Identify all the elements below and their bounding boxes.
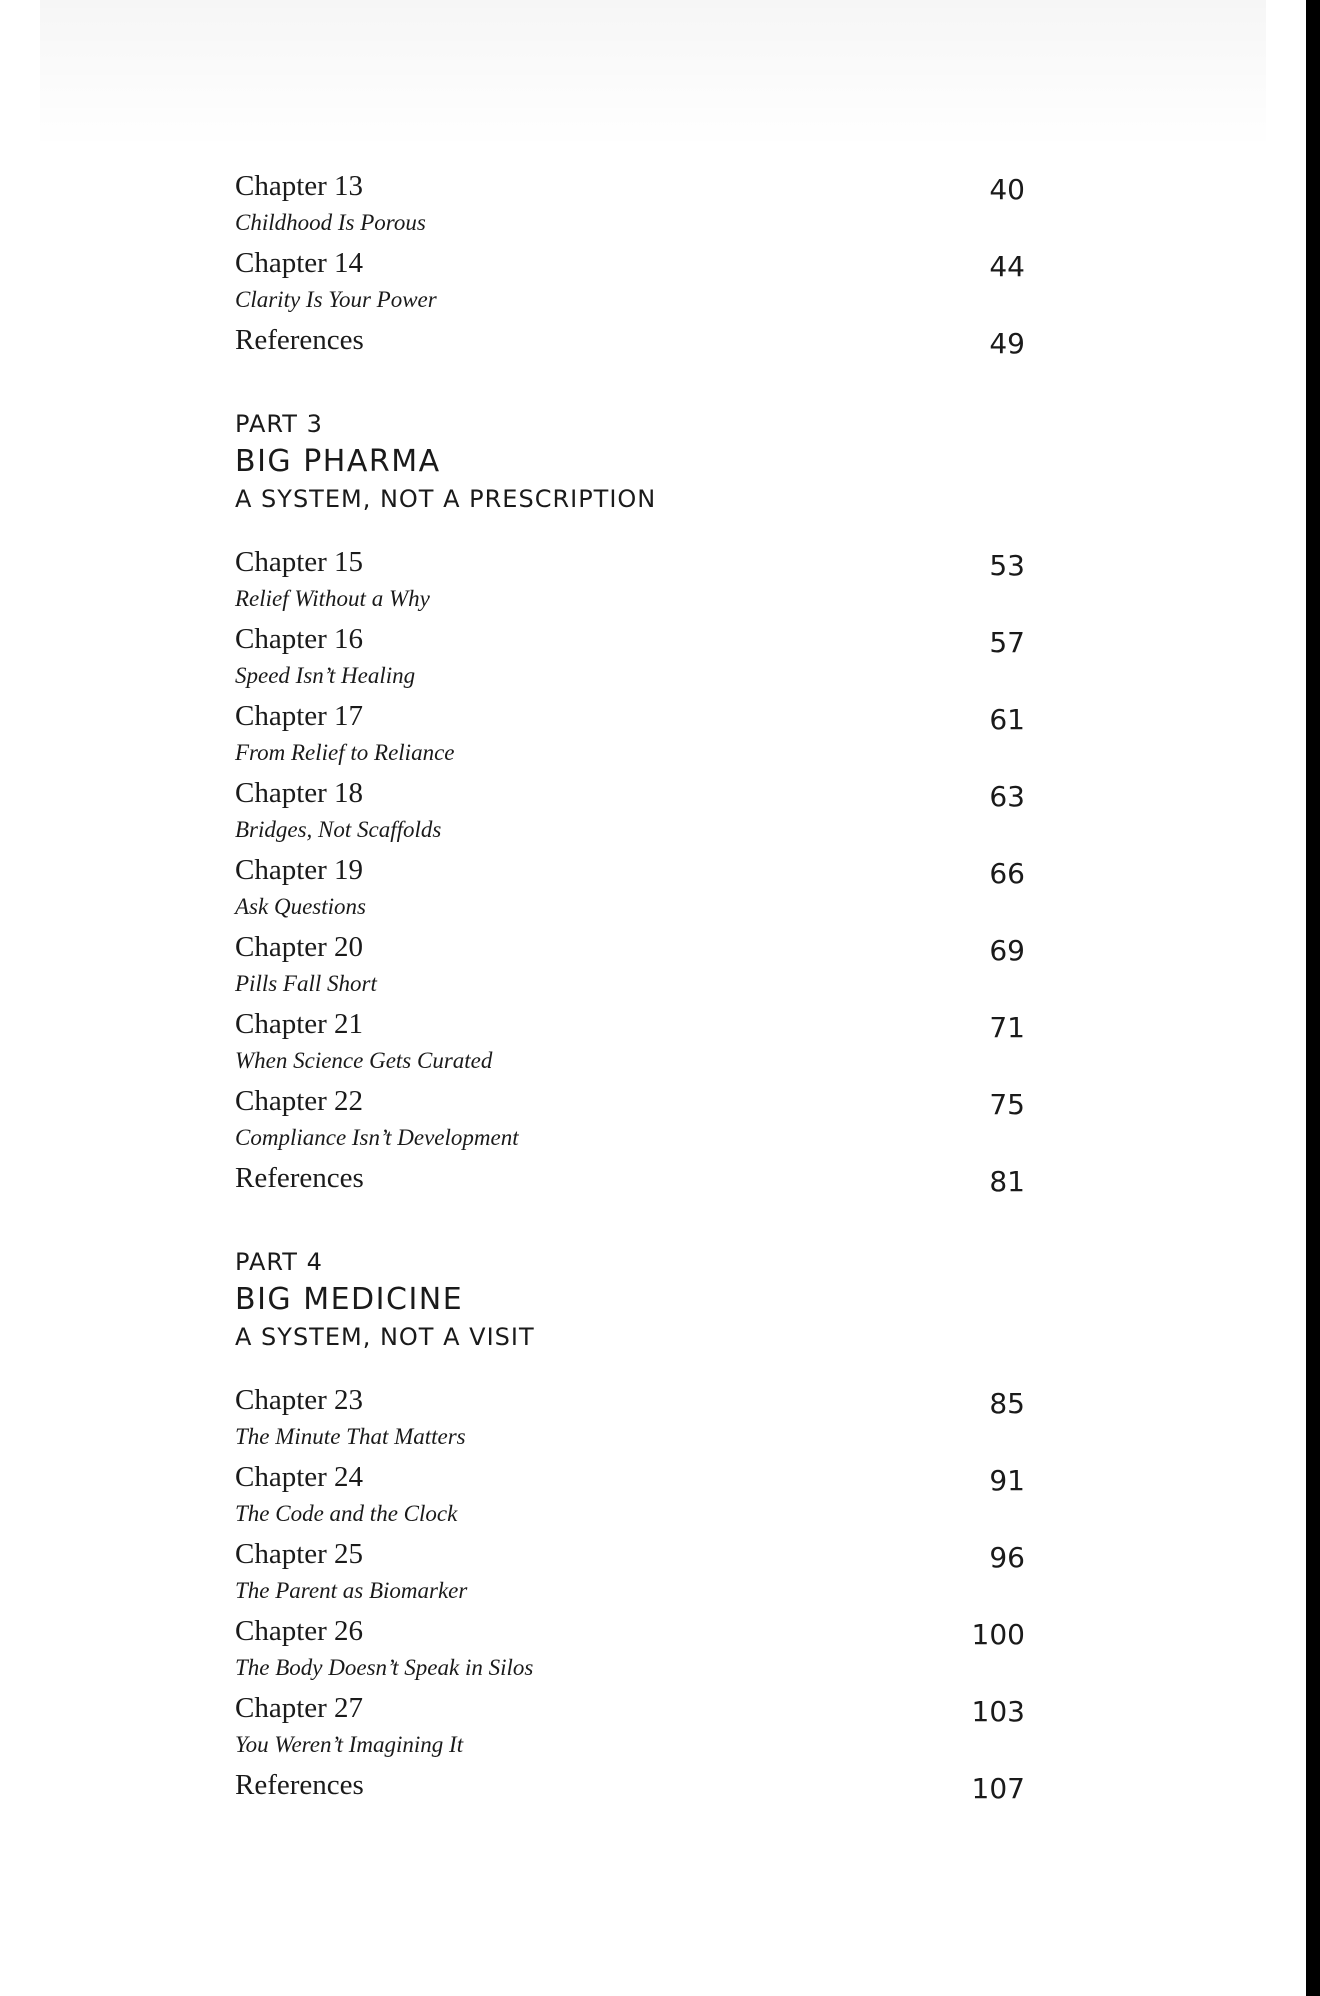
chapter-title: Chapter 23: [235, 1384, 364, 1416]
page-number: 85: [989, 1387, 1025, 1420]
references-title: References: [235, 1769, 364, 1801]
chapter-subtitle: Speed Isn’t Healing: [235, 663, 416, 688]
toc-entry-chapter-18[interactable]: [235, 772, 1025, 849]
chapter-subtitle: The Parent as Biomarker: [235, 1578, 468, 1603]
chapter-subtitle: When Science Gets Curated: [235, 1048, 493, 1073]
toc-entry-chapter-15[interactable]: [235, 541, 1025, 618]
toc-entry-references-part-3[interactable]: [235, 1157, 1025, 1213]
chapter-title: Chapter 17: [235, 700, 364, 732]
viewer-right-edge: [1306, 0, 1320, 1996]
chapter-subtitle: Bridges, Not Scaffolds: [235, 817, 442, 842]
page-number: 40: [989, 173, 1025, 206]
part-title: BIG PHARMA: [235, 444, 441, 479]
page-number: 96: [989, 1541, 1025, 1574]
chapter-title: Chapter 15: [235, 546, 364, 578]
toc-entry-chapter-27[interactable]: [235, 1687, 1025, 1764]
toc-entry-chapter-22[interactable]: [235, 1080, 1025, 1157]
chapter-title: Chapter 26: [235, 1615, 364, 1647]
table-of-contents: [235, 165, 1025, 1820]
chapter-title: Chapter 20: [235, 931, 364, 963]
chapter-title: Chapter 13: [235, 170, 364, 202]
chapter-title: Chapter 19: [235, 854, 364, 886]
toc-entry-chapter-19[interactable]: [235, 849, 1025, 926]
part-subtitle: A SYSTEM, NOT A PRESCRIPTION: [235, 485, 657, 513]
page-number: 81: [989, 1165, 1025, 1198]
references-title: References: [235, 1162, 364, 1194]
page-number: 57: [989, 626, 1025, 659]
page-number: 53: [989, 549, 1025, 582]
page-number: 103: [971, 1695, 1025, 1728]
chapter-subtitle: Relief Without a Why: [235, 586, 430, 611]
page-number: 63: [989, 780, 1025, 813]
chapter-title: Chapter 14: [235, 247, 364, 279]
page-number: 69: [989, 934, 1025, 967]
page-number: 71: [989, 1011, 1025, 1044]
toc-entry-chapter-20[interactable]: [235, 926, 1025, 1003]
chapter-title: Chapter 22: [235, 1085, 364, 1117]
toc-entry-references-part-4[interactable]: [235, 1764, 1025, 1820]
part-subtitle: A SYSTEM, NOT A VISIT: [235, 1323, 535, 1351]
chapter-subtitle: The Minute That Matters: [235, 1424, 466, 1449]
part-title: BIG MEDICINE: [235, 1282, 464, 1317]
page-number: 49: [989, 327, 1025, 360]
page-top-shadow: [40, 0, 1266, 150]
chapter-title: Chapter 16: [235, 623, 364, 655]
part-3-header: [235, 375, 1025, 541]
chapter-subtitle: The Code and the Clock: [235, 1501, 458, 1526]
toc-entry-chapter-23[interactable]: [235, 1379, 1025, 1456]
toc-entry-chapter-25[interactable]: [235, 1533, 1025, 1610]
page-number: 75: [989, 1088, 1025, 1121]
toc-entry-chapter-17[interactable]: [235, 695, 1025, 772]
chapter-subtitle: Ask Questions: [235, 894, 366, 919]
toc-entry-chapter-26[interactable]: [235, 1610, 1025, 1687]
chapter-title: Chapter 21: [235, 1008, 364, 1040]
chapter-subtitle: Compliance Isn’t Development: [235, 1125, 519, 1150]
toc-entry-chapter-16[interactable]: [235, 618, 1025, 695]
chapter-title: Chapter 24: [235, 1461, 364, 1493]
page-number: 91: [989, 1464, 1025, 1497]
chapter-subtitle: The Body Doesn’t Speak in Silos: [235, 1655, 534, 1680]
toc-entry-chapter-13[interactable]: [235, 165, 1025, 242]
toc-entry-chapter-21[interactable]: [235, 1003, 1025, 1080]
page-number: 44: [989, 250, 1025, 283]
chapter-subtitle: Childhood Is Porous: [235, 210, 426, 235]
chapter-title: Chapter 25: [235, 1538, 364, 1570]
chapter-title: Chapter 18: [235, 777, 364, 809]
part-label: PART 3: [235, 410, 323, 438]
toc-entry-references-part-2[interactable]: [235, 319, 1025, 375]
toc-entry-chapter-14[interactable]: [235, 242, 1025, 319]
part-4-header: [235, 1213, 1025, 1379]
page-number: 107: [971, 1772, 1025, 1805]
part-label: PART 4: [235, 1248, 323, 1276]
chapter-subtitle: Pills Fall Short: [235, 971, 377, 996]
toc-entry-chapter-24[interactable]: [235, 1456, 1025, 1533]
chapter-subtitle: From Relief to Reliance: [235, 740, 455, 765]
page-number: 61: [989, 703, 1025, 736]
chapter-title: Chapter 27: [235, 1692, 364, 1724]
chapter-subtitle: You Weren’t Imagining It: [235, 1732, 464, 1757]
chapter-subtitle: Clarity Is Your Power: [235, 287, 437, 312]
references-title: References: [235, 324, 364, 356]
page-number: 100: [971, 1618, 1025, 1651]
page-number: 66: [989, 857, 1025, 890]
